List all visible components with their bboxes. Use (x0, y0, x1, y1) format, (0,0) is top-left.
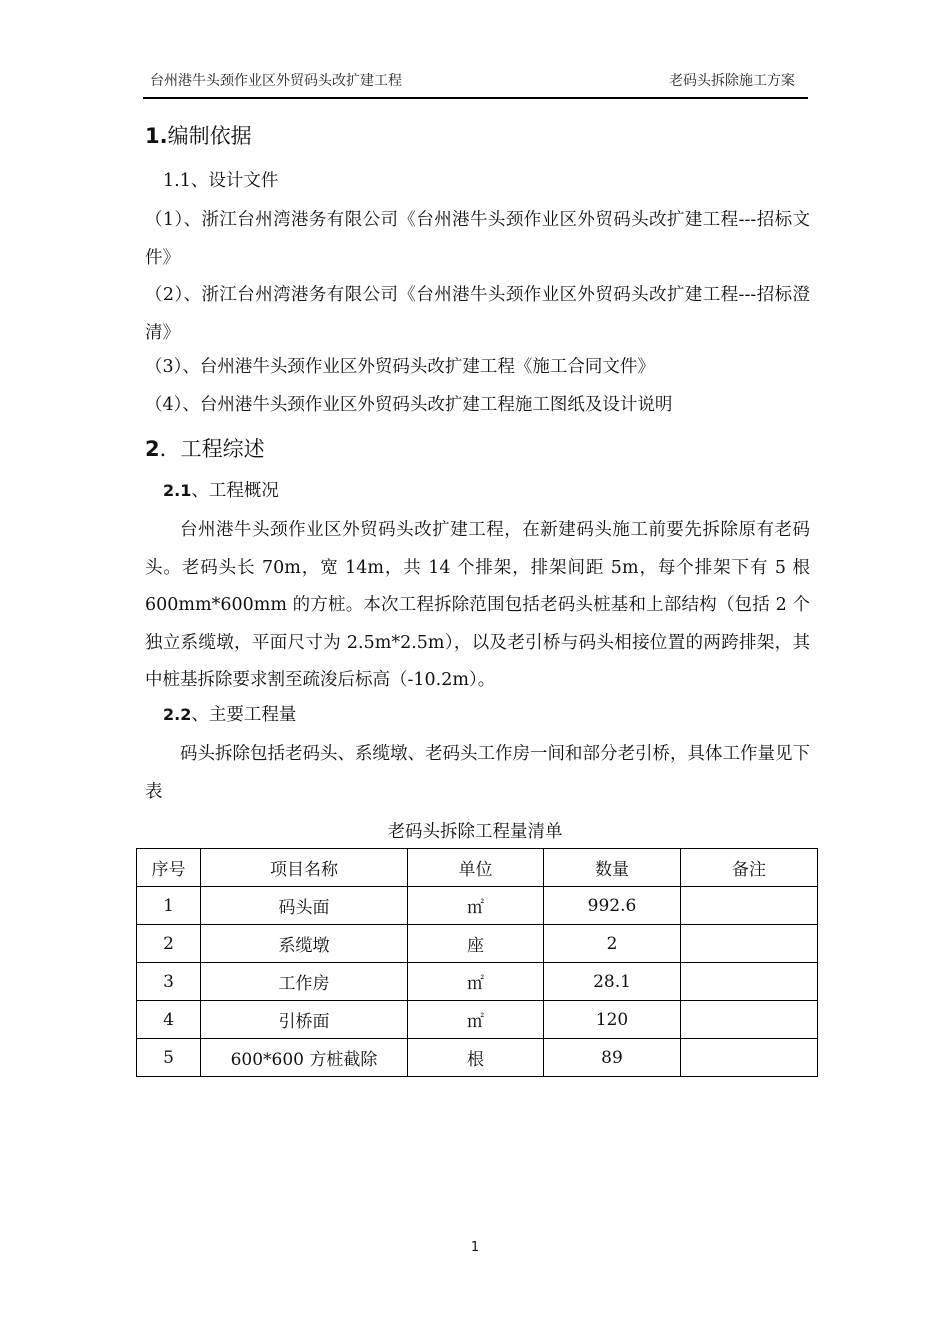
header-divider (143, 97, 808, 99)
reference-item-2: （2）、浙江台州湾港务有限公司《台州港牛头颈作业区外贸码头改扩建工程---招标澄清》 (145, 285, 810, 343)
cell-item-name: 码头面 (201, 887, 408, 925)
cell-unit: ㎡ (408, 1001, 544, 1039)
reference-item-1: （1）、浙江台州湾港务有限公司《台州港牛头颈作业区外贸码头改扩建工程---招标文件》 (145, 210, 810, 268)
cell-remarks (681, 925, 818, 963)
column-header-remarks: 备注 (681, 849, 818, 887)
section-2-title: ．工程综述 (159, 437, 265, 461)
cell-remarks (681, 963, 818, 1001)
cell-remarks (681, 887, 818, 925)
cell-item-name: 600*600 方桩截除 (201, 1039, 408, 1077)
subsection-2-1-title: 、工程概况 (191, 481, 279, 501)
quantity-intro-paragraph: 码头拆除包括老码头、系缆墩、老码头工作房一间和部分老引桥，具体工作量见下表 (145, 744, 810, 802)
cell-quantity: 992.6 (544, 887, 681, 925)
table-title: 老码头拆除工程量清单 (387, 822, 563, 842)
subsection-2-1-heading (163, 483, 279, 501)
cell-unit: ㎡ (408, 963, 544, 1001)
quantity-table (136, 848, 818, 1077)
header-project-title: 台州港牛头颈作业区外贸码头改扩建工程 (150, 73, 402, 89)
cell-index: 4 (137, 1001, 201, 1039)
table-row (137, 1001, 818, 1039)
cell-item-name: 工作房 (201, 963, 408, 1001)
subsection-2-2-heading (163, 707, 296, 725)
section-2-number: 2 (145, 437, 160, 461)
reference-item-3: （3）、台州港牛头颈作业区外贸码头改扩建工程《施工合同文件》 (145, 357, 655, 377)
reference-item-4: （4）、台州港牛头颈作业区外贸码头改扩建工程施工图纸及设计说明 (145, 395, 673, 415)
cell-unit: ㎡ (408, 887, 544, 925)
section-1-title: 编制依据 (167, 124, 252, 148)
section-2-heading (145, 433, 265, 463)
table-row (137, 925, 818, 963)
header-document-title: 老码头拆除施工方案 (669, 73, 795, 89)
cell-remarks (681, 1001, 818, 1039)
column-header-quantity: 数量 (544, 849, 681, 887)
table-row (137, 887, 818, 925)
cell-quantity: 2 (544, 925, 681, 963)
subsection-1-1-heading: 1.1、设计文件 (163, 171, 279, 191)
cell-item-name: 系缆墩 (201, 925, 408, 963)
page-number: 1 (470, 1240, 480, 1255)
cell-item-name: 引桥面 (201, 1001, 408, 1039)
cell-index: 5 (137, 1039, 201, 1077)
cell-unit: 根 (408, 1039, 544, 1077)
subsection-2-2-title: 、主要工程量 (191, 705, 297, 725)
cell-quantity: 120 (544, 1001, 681, 1039)
cell-remarks (681, 1039, 818, 1077)
cell-index: 2 (137, 925, 201, 963)
project-overview-paragraph: 台州港牛头颈作业区外贸码头改扩建工程，在新建码头施工前要先拆除原有老码头。老码头长 70m，宽 14m，共 14 个排架，排架间距 5m，每个排架下有 5 根 600mm*600mm 的方桩。本次工程拆除范围包括老码头桩基和上部结构（包括 2 个独立系缆墩，平面尺寸为 2.5m*2.5m），以及老引桥与码头相接位置的两跨排架，其中桩基拆除要求割至疏浚后标高（-10.2m）。 (145, 520, 810, 690)
column-header-item-name: 项目名称 (201, 849, 408, 887)
cell-index: 3 (137, 963, 201, 1001)
cell-quantity: 89 (544, 1039, 681, 1077)
cell-quantity: 28.1 (544, 963, 681, 1001)
column-header-index: 序号 (137, 849, 201, 887)
cell-index: 1 (137, 887, 201, 925)
section-1-heading (145, 120, 252, 150)
column-header-unit: 单位 (408, 849, 544, 887)
subsection-2-2-number: 2.2 (163, 705, 192, 724)
table-row (137, 963, 818, 1001)
table-row (137, 1039, 818, 1077)
subsection-2-1-number: 2.1 (163, 481, 192, 500)
cell-unit: 座 (408, 925, 544, 963)
section-1-number: 1. (145, 124, 168, 148)
table-header-row (137, 849, 818, 887)
